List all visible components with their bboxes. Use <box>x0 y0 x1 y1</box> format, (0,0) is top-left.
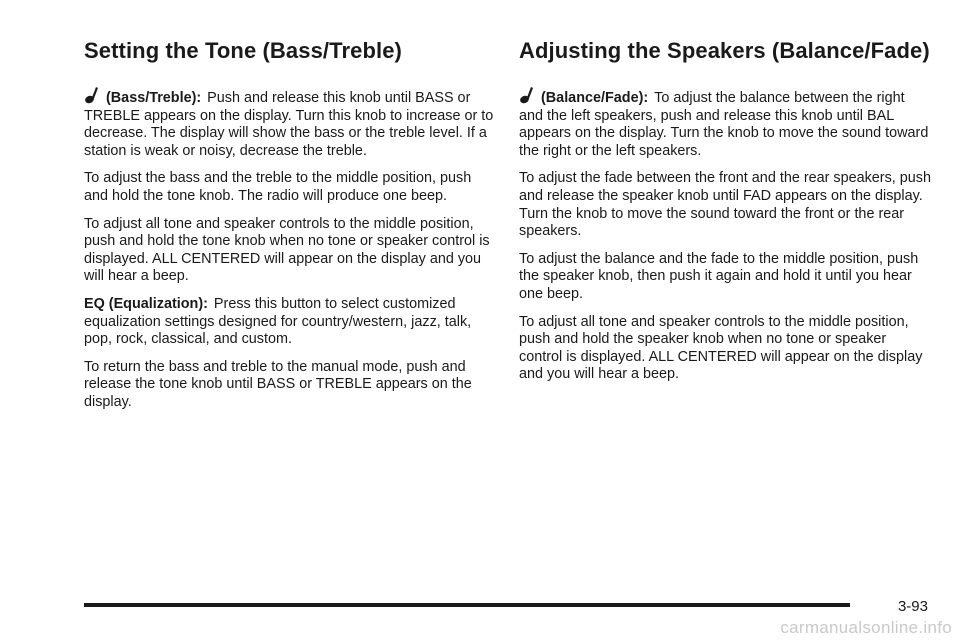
text-equalization: Press this button to select customized equalization settings designed for country/western, jazz, talk, pop, rock, classical, and custom. <box>84 295 472 348</box>
text-bass-treble: Push and release this knob until BASS or TREBLE appears on the display. Turn this knob to increase or to decrease. The display will show the bass or the treble level. If a station is weak or noisy, decrease the treble. <box>84 90 494 159</box>
paragraph-bass-treble <box>84 86 494 160</box>
term-equalization: EQ (Equalization): <box>84 295 208 312</box>
paragraph-equalization <box>84 296 494 349</box>
knob-icon <box>84 86 100 104</box>
term-balance-fade: (Balance/Fade): <box>541 90 649 106</box>
section-heading-tone: Setting the Tone (Bass/Treble) <box>84 38 402 63</box>
paragraph-manual-mode: To return the bass and treble to the manual mode, push and release the tone knob until BASS or TREBLE appears on the display. <box>84 358 472 410</box>
paragraph-middle-position: To adjust the bass and the treble to the middle position, push and hold the tone knob. The radio will produce one beep. <box>84 170 472 204</box>
paragraph-all-centered: To adjust all tone and speaker controls to the middle position, push and hold the tone knob when no tone or speaker control is displayed. ALL CENTERED will appear on the display and you will hear a beep. <box>84 215 490 285</box>
paragraph-all-centered-speakers: To adjust all tone and speaker controls to the middle position, push and hold the speaker knob when no tone or speaker control is displayed. ALL CENTERED will appear on the display and you will hear a beep. <box>519 313 923 383</box>
paragraph-balance-fade <box>519 86 931 160</box>
paragraph-fade: To adjust the fade between the front and the rear speakers, push and release the speaker knob until FAD appears on the display. Turn the knob to move the sound toward the front or the rear speakers. <box>519 170 932 240</box>
text-balance-fade: To adjust the balance between the right and the left speakers, push and release this knob until BAL appears on the display. Turn the knob to move the sound toward the right or the left speakers. <box>519 90 929 159</box>
left-column <box>84 38 494 422</box>
knob-icon <box>519 86 535 104</box>
watermark: carmanualsonline.info <box>780 618 952 637</box>
footer-rule <box>84 603 850 607</box>
page-number: 3-93 <box>897 598 928 615</box>
term-bass-treble: (Bass/Treble): <box>106 90 202 106</box>
paragraph-balance-fade-middle: To adjust the balance and the fade to the middle position, push the speaker knob, then push it again and hold it until you hear one beep. <box>519 250 919 302</box>
right-column <box>519 38 931 394</box>
section-heading-speakers: Adjusting the Speakers (Balance/Fade) <box>519 38 930 63</box>
